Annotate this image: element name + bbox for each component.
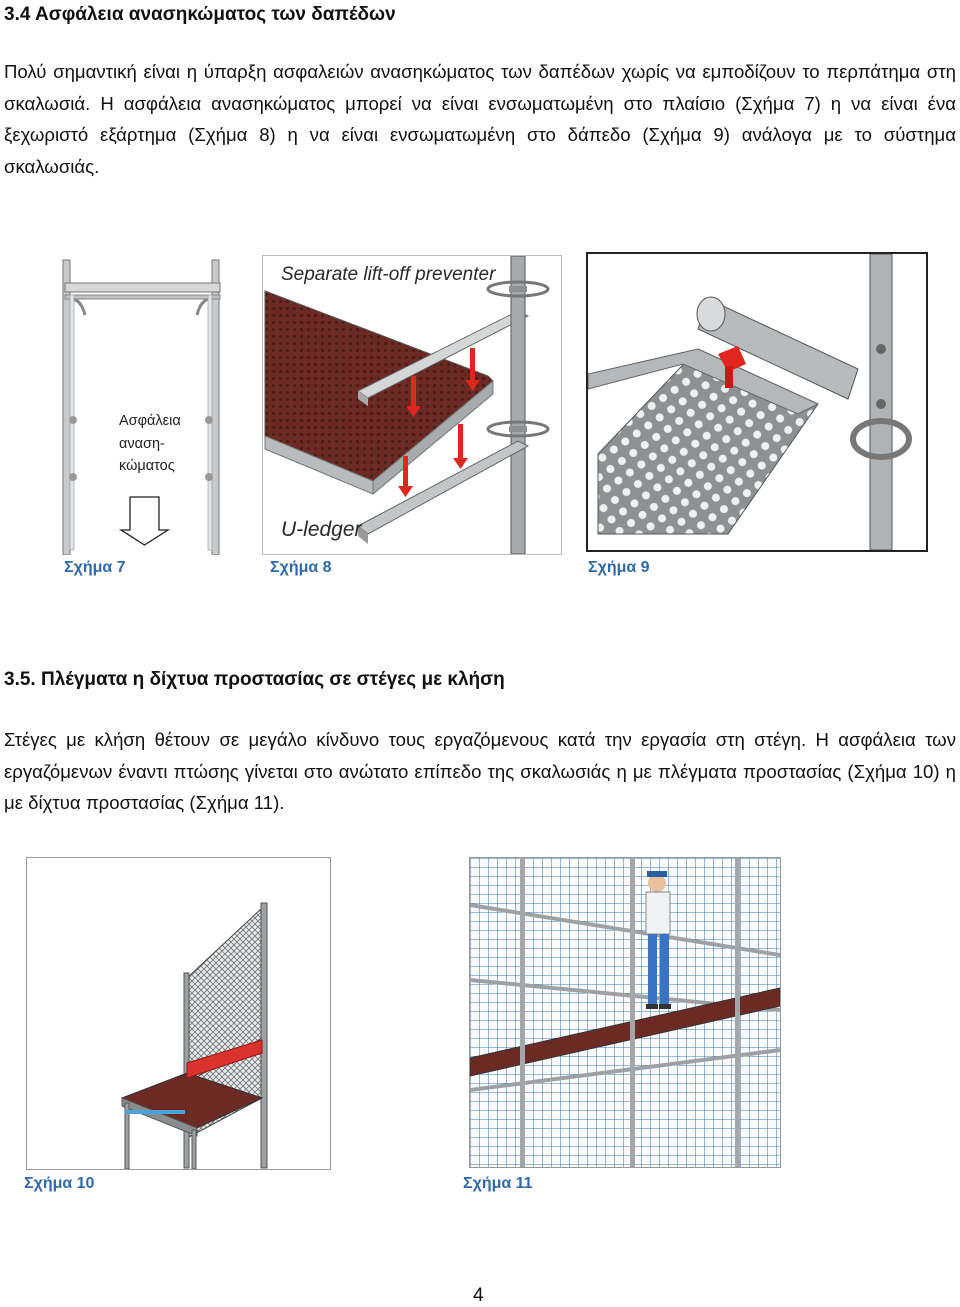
- figure-10-caption: Σχήμα 10: [24, 1175, 95, 1192]
- figure-10-protection-grid: [26, 857, 331, 1170]
- figure-11-caption: Σχήμα 11: [463, 1175, 533, 1192]
- figure-8-caption: Σχήμα 8: [270, 559, 332, 576]
- figure-7-frame: [55, 255, 230, 555]
- figure-11-safety-net: [469, 857, 781, 1168]
- section-paragraph-3-5: Στέγες με κλήση θέτουν σε μεγάλο κίνδυνο τους εργαζόμενους κατά την εργασία στη στέγη. Η ασφάλεια των εργαζόμενων έναντι πτώσης γίνεται στο ανώτατο επίπεδο της σκαλωσιάς η με πλέγματα προστασίας (Σχήμα 10) η με δίχτυα προστασίας (Σχήμα 11).: [4, 729, 956, 813]
- section-paragraph-3-4: Πολύ σημαντική είναι η ύπαρξη ασφαλειών ανασηκώματος των δαπέδων χωρίς να εμποδίζουν το περπάτημα στη σκαλωσιά. Η ασφάλεια ανασηκώματος μπορεί να είναι ενσωματωμένη στο πλαίσιο (Σχήμα 7) η να είναι ένα ξεχωριστό εξάρτημα (Σχήμα 8) η να είναι ενσωματωμένη στο δάπεδο (Σχήμα 9) ανάλογα με το σύστημα σκαλωσιάς.: [4, 61, 956, 177]
- page-number: 4: [473, 1285, 484, 1306]
- section-heading-3-5: 3.5. Πλέγματα η δίχτυα προστασίας σε στέγες με κλήση: [4, 669, 505, 690]
- figure-9-caption: Σχήμα 9: [588, 559, 650, 576]
- figure-8-lift-off-preventer: [262, 255, 562, 555]
- figure-9-integrated-preventer: [586, 252, 928, 552]
- figure-7-label-line2: αναση-: [119, 435, 165, 452]
- figure-7-caption: Σχήμα 7: [64, 559, 126, 576]
- figure-7-label-line1: Ασφάλεια: [119, 413, 181, 429]
- figure-8-title-text: Separate lift-off preventer: [281, 264, 496, 285]
- figure-8-bottom-text: U-ledger: [281, 518, 362, 541]
- section-heading-3-4: 3.4 Ασφάλεια ανασηκώματος των δαπέδων: [4, 4, 396, 25]
- figure-7-label-line3: κώματος: [119, 458, 175, 474]
